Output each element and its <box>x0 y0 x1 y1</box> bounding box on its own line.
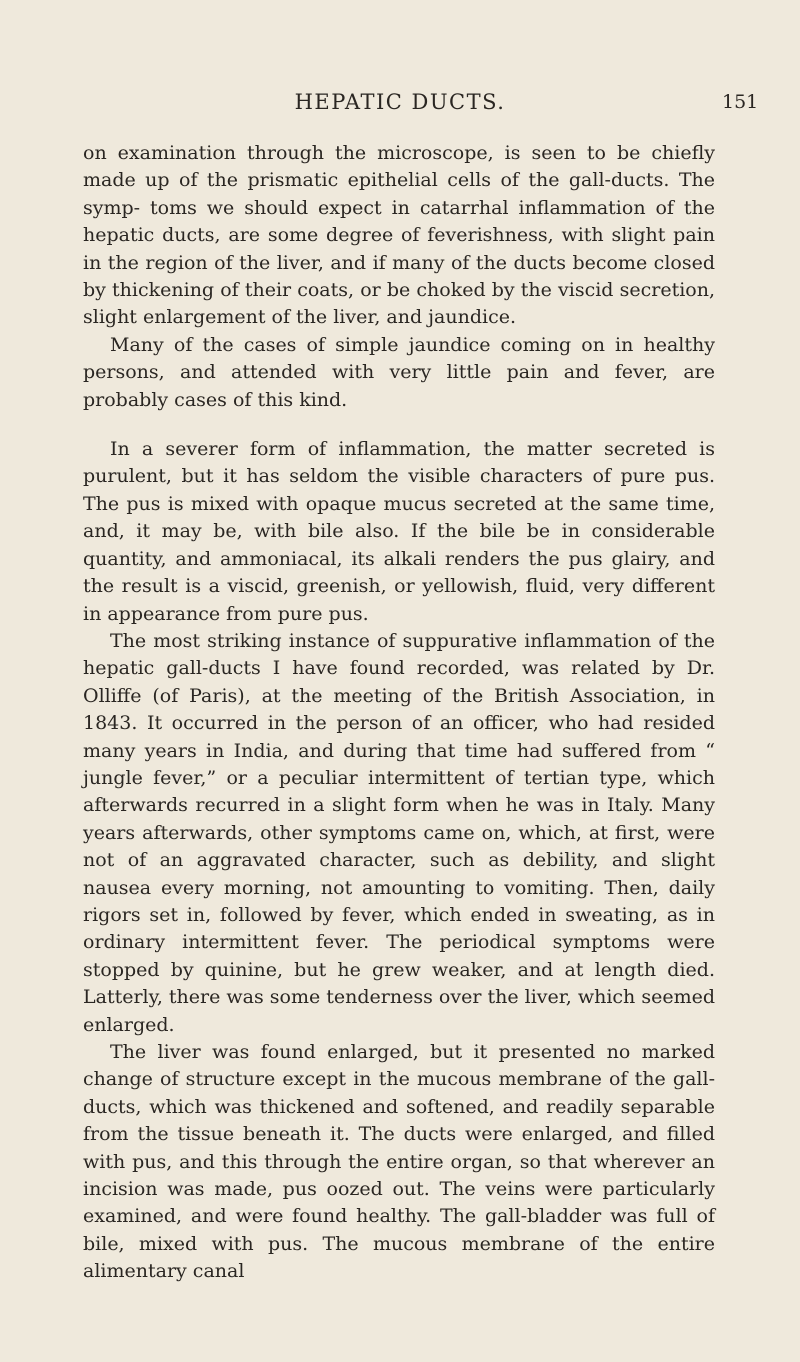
paragraph: In a severer form of inflammation, the matter secreted is purulent, but it has seldom the visible characters of pure pus. The pus is mixed with opaque mucus secreted at the same time, and, it may be, with bile also. If the bile be in considerable quantity, and ammoniacal, its alkali renders the pus glairy, and the result is a viscid, greenish, or yellowish, fluid, very different in appearance from pure pus. <box>83 438 715 625</box>
paragraph: The most striking instance of suppurative inflammation of the hepatic gall-ducts I have found recorded, was related by Dr. Olliffe (of Paris), at the meeting of the British Association, in 1843. It occurred in the person of an officer, who had resided many years in India, and during that time had suffered from “ jungle fever,” or a peculiar intermittent of tertian type, which afterwards recurred in a slight form when he was in Italy. Many years afterwards, other symptoms came on, which, at first, were not of an aggravated character, such as debility, and slight nausea every morning, not amounting to vomiting. Then, daily rigors set in, followed by fever, which ended in sweating, as in ordinary intermittent fever. The periodical symptoms were stopped by quinine, but he grew weaker, and at length died. Latterly, there was some tenderness over the liver, which seemed enlarged. <box>83 629 715 1036</box>
running-title: HEPATIC DUCTS. <box>294 90 506 114</box>
paragraph: The liver was found enlarged, but it presented no marked change of structure except in the mucous membrane of the gall-ducts, which was thickened and softened, and readily separable from the tissue beneath it. The ducts were enlarged, and filled with pus, and this through the entire organ, so that wherever an incision was made, pus oozed out. The veins were particularly examined, and were found healthy. The gall-bladder was full of bile, mixed with pus. The mucous membrane of the entire alimentary canal <box>83 1041 715 1283</box>
paragraph: on examination through the microscope, is seen to be chiefly made up of the prismatic epithelial cells of the gall-ducts. The symp- toms we should expect in catarrhal inflammation of the hepatic ducts, are some degree of feverishness, with slight pain in the region of the liver, and if many of the ducts become closed by thickening of their coats, or be choked by the viscid secretion, slight enlargement of the liver, and jaundice. <box>83 142 715 329</box>
running-head <box>0 90 800 120</box>
page-number: 151 <box>722 91 759 113</box>
body-text <box>83 140 715 1286</box>
paragraph: Many of the cases of simple jaundice coming on in healthy persons, and attended with very little pain and fever, are probably cases of this kind. <box>83 333 715 411</box>
section-gap <box>83 414 715 436</box>
